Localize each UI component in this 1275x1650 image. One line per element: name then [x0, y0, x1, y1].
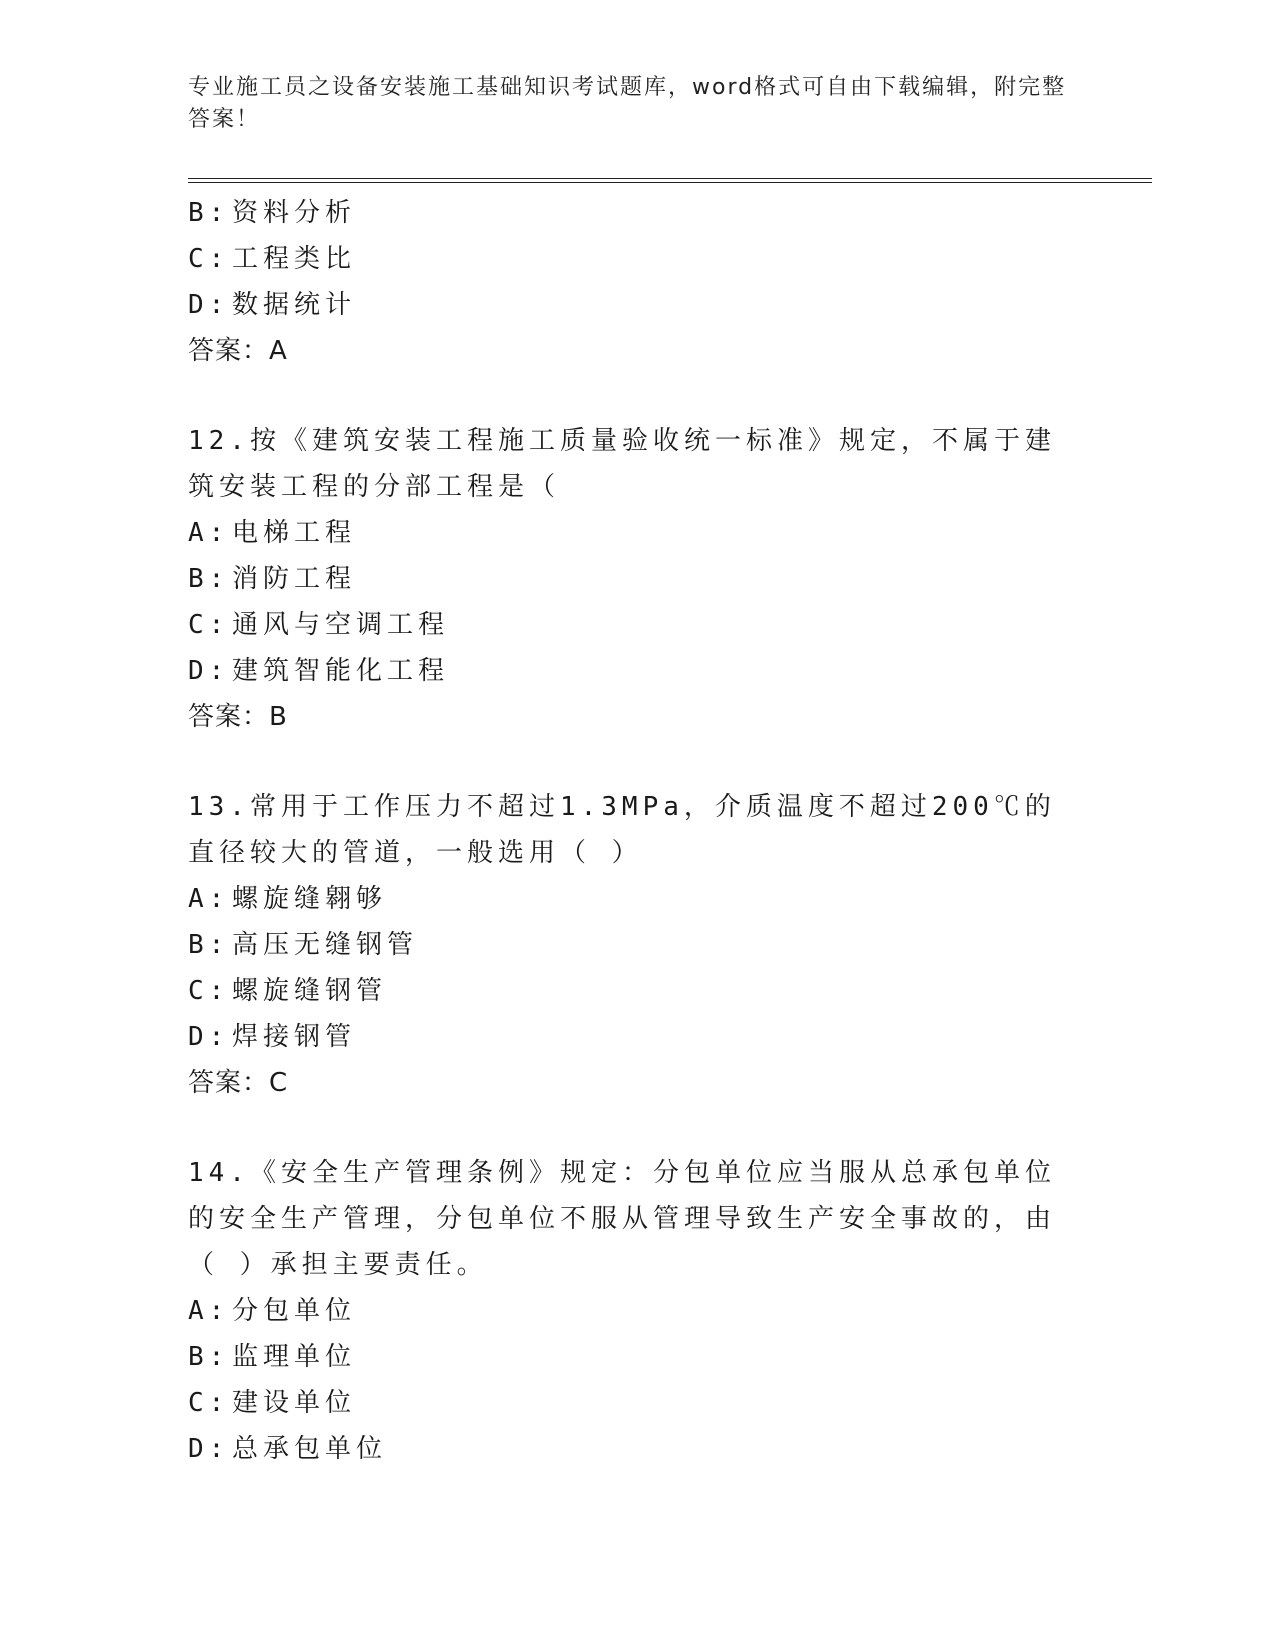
option-key: D:	[188, 290, 230, 320]
option-c	[188, 1380, 1088, 1426]
option-text: 电梯工程	[232, 518, 357, 548]
answer: 答案：C	[188, 1068, 289, 1098]
option-c	[188, 968, 1088, 1014]
option-text: 建设单位	[232, 1388, 357, 1418]
option-a	[188, 510, 1088, 556]
option-key: A:	[188, 884, 230, 914]
option-text: 资料分析	[232, 198, 357, 228]
option-b	[188, 190, 1088, 236]
option-d	[188, 648, 1088, 694]
answer: 答案：B	[188, 702, 288, 732]
option-d	[188, 1426, 1088, 1472]
option-key: B:	[188, 198, 230, 228]
option-key: B:	[188, 1342, 230, 1372]
option-a	[188, 876, 1088, 922]
option-d	[188, 1014, 1088, 1060]
option-d	[188, 282, 1088, 328]
option-key: C:	[188, 976, 230, 1006]
option-text: 焊接钢管	[232, 1022, 357, 1052]
option-text: 总承包单位	[232, 1434, 388, 1464]
option-text: 通风与空调工程	[232, 610, 450, 640]
option-b	[188, 556, 1088, 602]
option-c	[188, 602, 1088, 648]
option-text: 监理单位	[232, 1342, 357, 1372]
option-key: A:	[188, 1296, 230, 1326]
option-key: A:	[188, 518, 230, 548]
option-b	[188, 1334, 1088, 1380]
page-header: 专业施工员之设备安装施工基础知识考试题库，word格式可自由下载编辑，附完整答案！	[188, 75, 1067, 132]
option-key: D:	[188, 1022, 230, 1052]
question-stem: 14.《安全生产管理条例》规定：分包单位应当服从总承包单位的安全生产管理，分包单位不服从管理导致生产安全事故的，由（ ）承担主要责任。	[188, 1158, 1057, 1280]
option-key: C:	[188, 610, 230, 640]
option-key: B:	[188, 564, 230, 594]
option-text: 数据统计	[232, 290, 357, 320]
option-c	[188, 236, 1088, 282]
option-text: 螺旋缝翱够	[232, 884, 388, 914]
option-key: C:	[188, 1388, 230, 1418]
answer: 答案：A	[188, 336, 288, 366]
option-b	[188, 922, 1088, 968]
option-text: 消防工程	[232, 564, 357, 594]
header-divider	[188, 178, 1152, 183]
option-key: D:	[188, 1434, 230, 1464]
option-key: C:	[188, 244, 230, 274]
option-a	[188, 1288, 1088, 1334]
option-text: 工程类比	[232, 244, 357, 274]
question-content	[188, 190, 1088, 1472]
option-text: 分包单位	[232, 1296, 357, 1326]
option-key: B:	[188, 930, 230, 960]
option-text: 螺旋缝钢管	[232, 976, 388, 1006]
option-key: D:	[188, 656, 230, 686]
question-stem: 13.常用于工作压力不超过1.3MPa，介质温度不超过200℃的直径较大的管道，一般选用（ ）	[188, 792, 1056, 868]
question-stem: 12.按《建筑安装工程施工质量验收统一标准》规定，不属于建筑安装工程的分部工程是（	[188, 426, 1056, 502]
option-text: 建筑智能化工程	[232, 656, 450, 686]
option-text: 高压无缝钢管	[232, 930, 419, 960]
